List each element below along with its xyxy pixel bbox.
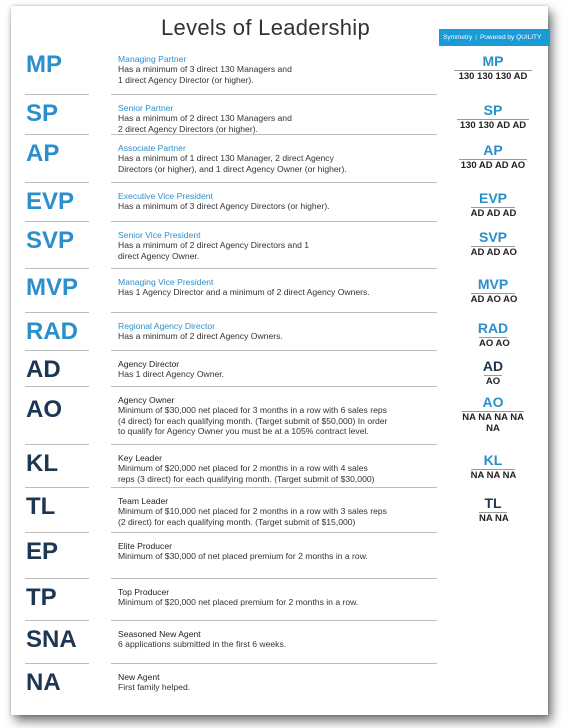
level-abbreviation: MP xyxy=(26,51,62,78)
hierarchy-grandchildren: NA xyxy=(486,423,500,434)
level-description-block xyxy=(118,54,448,85)
level-description-line: to qualify for Agency Owner you must be at a 105% contract level. xyxy=(118,425,369,436)
level-abbreviation: SP xyxy=(26,100,59,127)
row-divider xyxy=(25,94,89,95)
hierarchy-diagram xyxy=(448,230,538,258)
hierarchy-children: 130 130 130 AD xyxy=(454,70,532,82)
level-description-line: 1 direct Agency Director (or higher). xyxy=(118,74,254,85)
level-name: Top Producer xyxy=(118,587,170,597)
row-divider xyxy=(111,182,437,183)
level-name: Senior Partner xyxy=(118,103,174,113)
level-description-block xyxy=(118,453,448,484)
row-divider xyxy=(111,444,437,445)
level-abbreviation: AP xyxy=(26,140,60,167)
hierarchy-diagram xyxy=(448,321,538,349)
hierarchy-children: AD AD AO xyxy=(470,247,517,258)
level-abbreviation: RAD xyxy=(26,318,78,345)
level-description-line: (4 direct) for each qualifying month. (Target submit of $50,000) In order xyxy=(118,415,388,426)
hierarchy-children: AO AO xyxy=(479,338,510,349)
level-name: Seasoned New Agent xyxy=(118,629,201,639)
hierarchy-diagram xyxy=(448,277,538,305)
level-abbreviation: TL xyxy=(26,493,56,520)
level-description-block xyxy=(118,103,448,134)
level-description-line: (2 direct) for each qualifying month. (Target submit of $15,000) xyxy=(118,516,356,527)
level-name: Associate Partner xyxy=(118,143,186,153)
hierarchy-parent: AP xyxy=(483,142,503,158)
level-name: Elite Producer xyxy=(118,541,172,551)
level-name: Team Leader xyxy=(118,496,169,506)
row-divider xyxy=(111,386,437,387)
level-name: Executive Vice President xyxy=(118,191,213,201)
level-description-line: Directors (or higher), and 1 direct Agency Owner (or higher). xyxy=(118,163,347,174)
level-description-block xyxy=(118,496,448,527)
hierarchy-children: 130 130 AD AD xyxy=(457,119,530,131)
row-divider xyxy=(25,620,89,621)
level-abbreviation: EP xyxy=(26,538,59,565)
row-divider xyxy=(25,268,89,269)
level-abbreviation: TP xyxy=(26,584,57,611)
level-name: Agency Director xyxy=(118,359,180,369)
hierarchy-diagram xyxy=(448,453,538,481)
hierarchy-children: AD AO AO xyxy=(470,294,518,305)
hierarchy-parent: AO xyxy=(482,394,504,410)
brand-name: Symmetry xyxy=(443,34,473,41)
row-divider xyxy=(111,134,437,135)
hierarchy-parent: RAD xyxy=(477,320,509,336)
hierarchy-parent: AD xyxy=(482,358,504,374)
level-name: Managing Vice President xyxy=(118,277,214,287)
row-divider xyxy=(25,182,89,183)
level-description-block xyxy=(118,143,448,174)
level-description-line: Minimum of $20,000 net placed for 2 months in a row with 4 sales xyxy=(118,463,368,474)
level-name: Regional Agency Director xyxy=(118,321,215,331)
level-description-block xyxy=(118,395,448,436)
level-description-line: First family helped. xyxy=(118,682,191,693)
row-divider xyxy=(25,350,89,351)
level-description-line: Has a minimum of 1 direct 130 Manager, 2 direct Agency xyxy=(118,153,334,164)
row-divider xyxy=(111,578,437,579)
level-abbreviation: AO xyxy=(26,396,62,423)
level-description-line: 2 direct Agency Directors (or higher). xyxy=(118,123,258,134)
leadership-sheet xyxy=(11,6,548,715)
level-name: Managing Partner xyxy=(118,54,187,64)
row-divider xyxy=(25,444,89,445)
level-name: Key Leader xyxy=(118,453,162,463)
level-description-line: Minimum of $10,000 net placed for 2 months in a row with 3 sales reps xyxy=(118,506,387,517)
level-description-line: reps (3 direct) for each qualifying month. (Target submit of $30,000) xyxy=(118,473,375,484)
row-divider xyxy=(111,532,437,533)
level-description-line: Has a minimum of 2 direct 130 Managers and xyxy=(118,113,292,124)
row-divider xyxy=(111,350,437,351)
hierarchy-children: NA NA NA xyxy=(470,470,517,481)
level-abbreviation: MVP xyxy=(26,274,79,301)
level-description-block xyxy=(118,359,448,380)
row-divider xyxy=(25,663,89,664)
level-description-block xyxy=(118,587,448,608)
hierarchy-parent: KL xyxy=(483,452,503,468)
hierarchy-parent: TL xyxy=(484,495,502,511)
hierarchy-children: NA NA xyxy=(479,513,509,524)
hierarchy-diagram xyxy=(448,191,538,219)
hierarchy-diagram xyxy=(448,496,538,524)
level-description-line: Has a minimum of 3 direct Agency Directors (or higher). xyxy=(118,201,330,212)
row-divider xyxy=(111,487,437,488)
hierarchy-diagram xyxy=(448,103,538,131)
level-description-block xyxy=(118,541,448,562)
level-description-block xyxy=(118,277,448,298)
level-description-line: Has 1 Agency Director and a minimum of 2 direct Agency Owners. xyxy=(118,287,370,298)
level-abbreviation: KL xyxy=(26,450,58,477)
row-divider xyxy=(25,312,89,313)
hierarchy-parent: MVP xyxy=(477,276,509,292)
hierarchy-children: 130 AD AD AO xyxy=(460,160,526,171)
level-abbreviation: NA xyxy=(26,669,61,696)
hierarchy-parent: EVP xyxy=(478,190,507,206)
hierarchy-parent: MP xyxy=(482,53,504,69)
level-description-block xyxy=(118,672,448,693)
level-description-block xyxy=(118,321,448,342)
hierarchy-children: AO xyxy=(485,376,501,387)
level-abbreviation: EVP xyxy=(26,188,75,215)
row-divider xyxy=(111,663,437,664)
level-description-line: 6 applications submitted in the first 6 weeks. xyxy=(118,639,287,650)
hierarchy-parent: SVP xyxy=(478,229,507,245)
level-name: Senior Vice President xyxy=(118,230,201,240)
level-description-line: direct Agency Owner. xyxy=(118,250,200,261)
row-divider xyxy=(111,268,437,269)
brand-tagline: Powered by QUILITY xyxy=(479,34,542,41)
level-description-line: Minimum of $30,000 of net placed premium for 2 months in a row. xyxy=(118,551,368,562)
hierarchy-diagram xyxy=(448,54,538,82)
hierarchy-diagram xyxy=(448,359,538,387)
row-divider xyxy=(25,487,89,488)
brand-badge: Symmetry | Powered by QUILITY xyxy=(439,29,550,46)
page-title: Levels of Leadership xyxy=(161,15,371,40)
hierarchy-children: AD AD AD xyxy=(470,208,517,219)
row-divider xyxy=(25,134,89,135)
level-description-line: Has a minimum of 3 direct 130 Managers and xyxy=(118,64,292,75)
row-divider xyxy=(25,221,89,222)
level-description-line: Has a minimum of 2 direct Agency Directors and 1 xyxy=(118,240,310,251)
level-description-block xyxy=(118,191,448,212)
level-abbreviation: SVP xyxy=(26,227,75,254)
row-divider xyxy=(111,620,437,621)
level-abbreviation: AD xyxy=(26,356,61,383)
hierarchy-children: NA NA NA NA xyxy=(462,412,524,423)
row-divider xyxy=(25,532,89,533)
level-description-line: Minimum of $20,000 net placed premium for 2 months in a row. xyxy=(118,597,359,608)
row-divider xyxy=(25,578,89,579)
row-divider xyxy=(111,221,437,222)
row-divider xyxy=(111,94,437,95)
level-description-line: Has 1 direct Agency Owner. xyxy=(118,369,225,380)
level-description-line: Has a minimum of 2 direct Agency Owners. xyxy=(118,331,283,342)
hierarchy-diagram xyxy=(448,143,538,171)
level-abbreviation: SNA xyxy=(26,626,77,653)
level-description-line: Minimum of $30,000 net placed for 3 months in a row with 6 sales reps xyxy=(118,405,387,416)
row-divider xyxy=(111,312,437,313)
row-divider xyxy=(25,386,89,387)
level-description-block xyxy=(118,629,448,650)
level-description-block xyxy=(118,230,448,261)
hierarchy-diagram xyxy=(448,395,538,434)
level-name: Agency Owner xyxy=(118,395,175,405)
hierarchy-parent: SP xyxy=(483,102,503,118)
level-name: New Agent xyxy=(118,672,160,682)
